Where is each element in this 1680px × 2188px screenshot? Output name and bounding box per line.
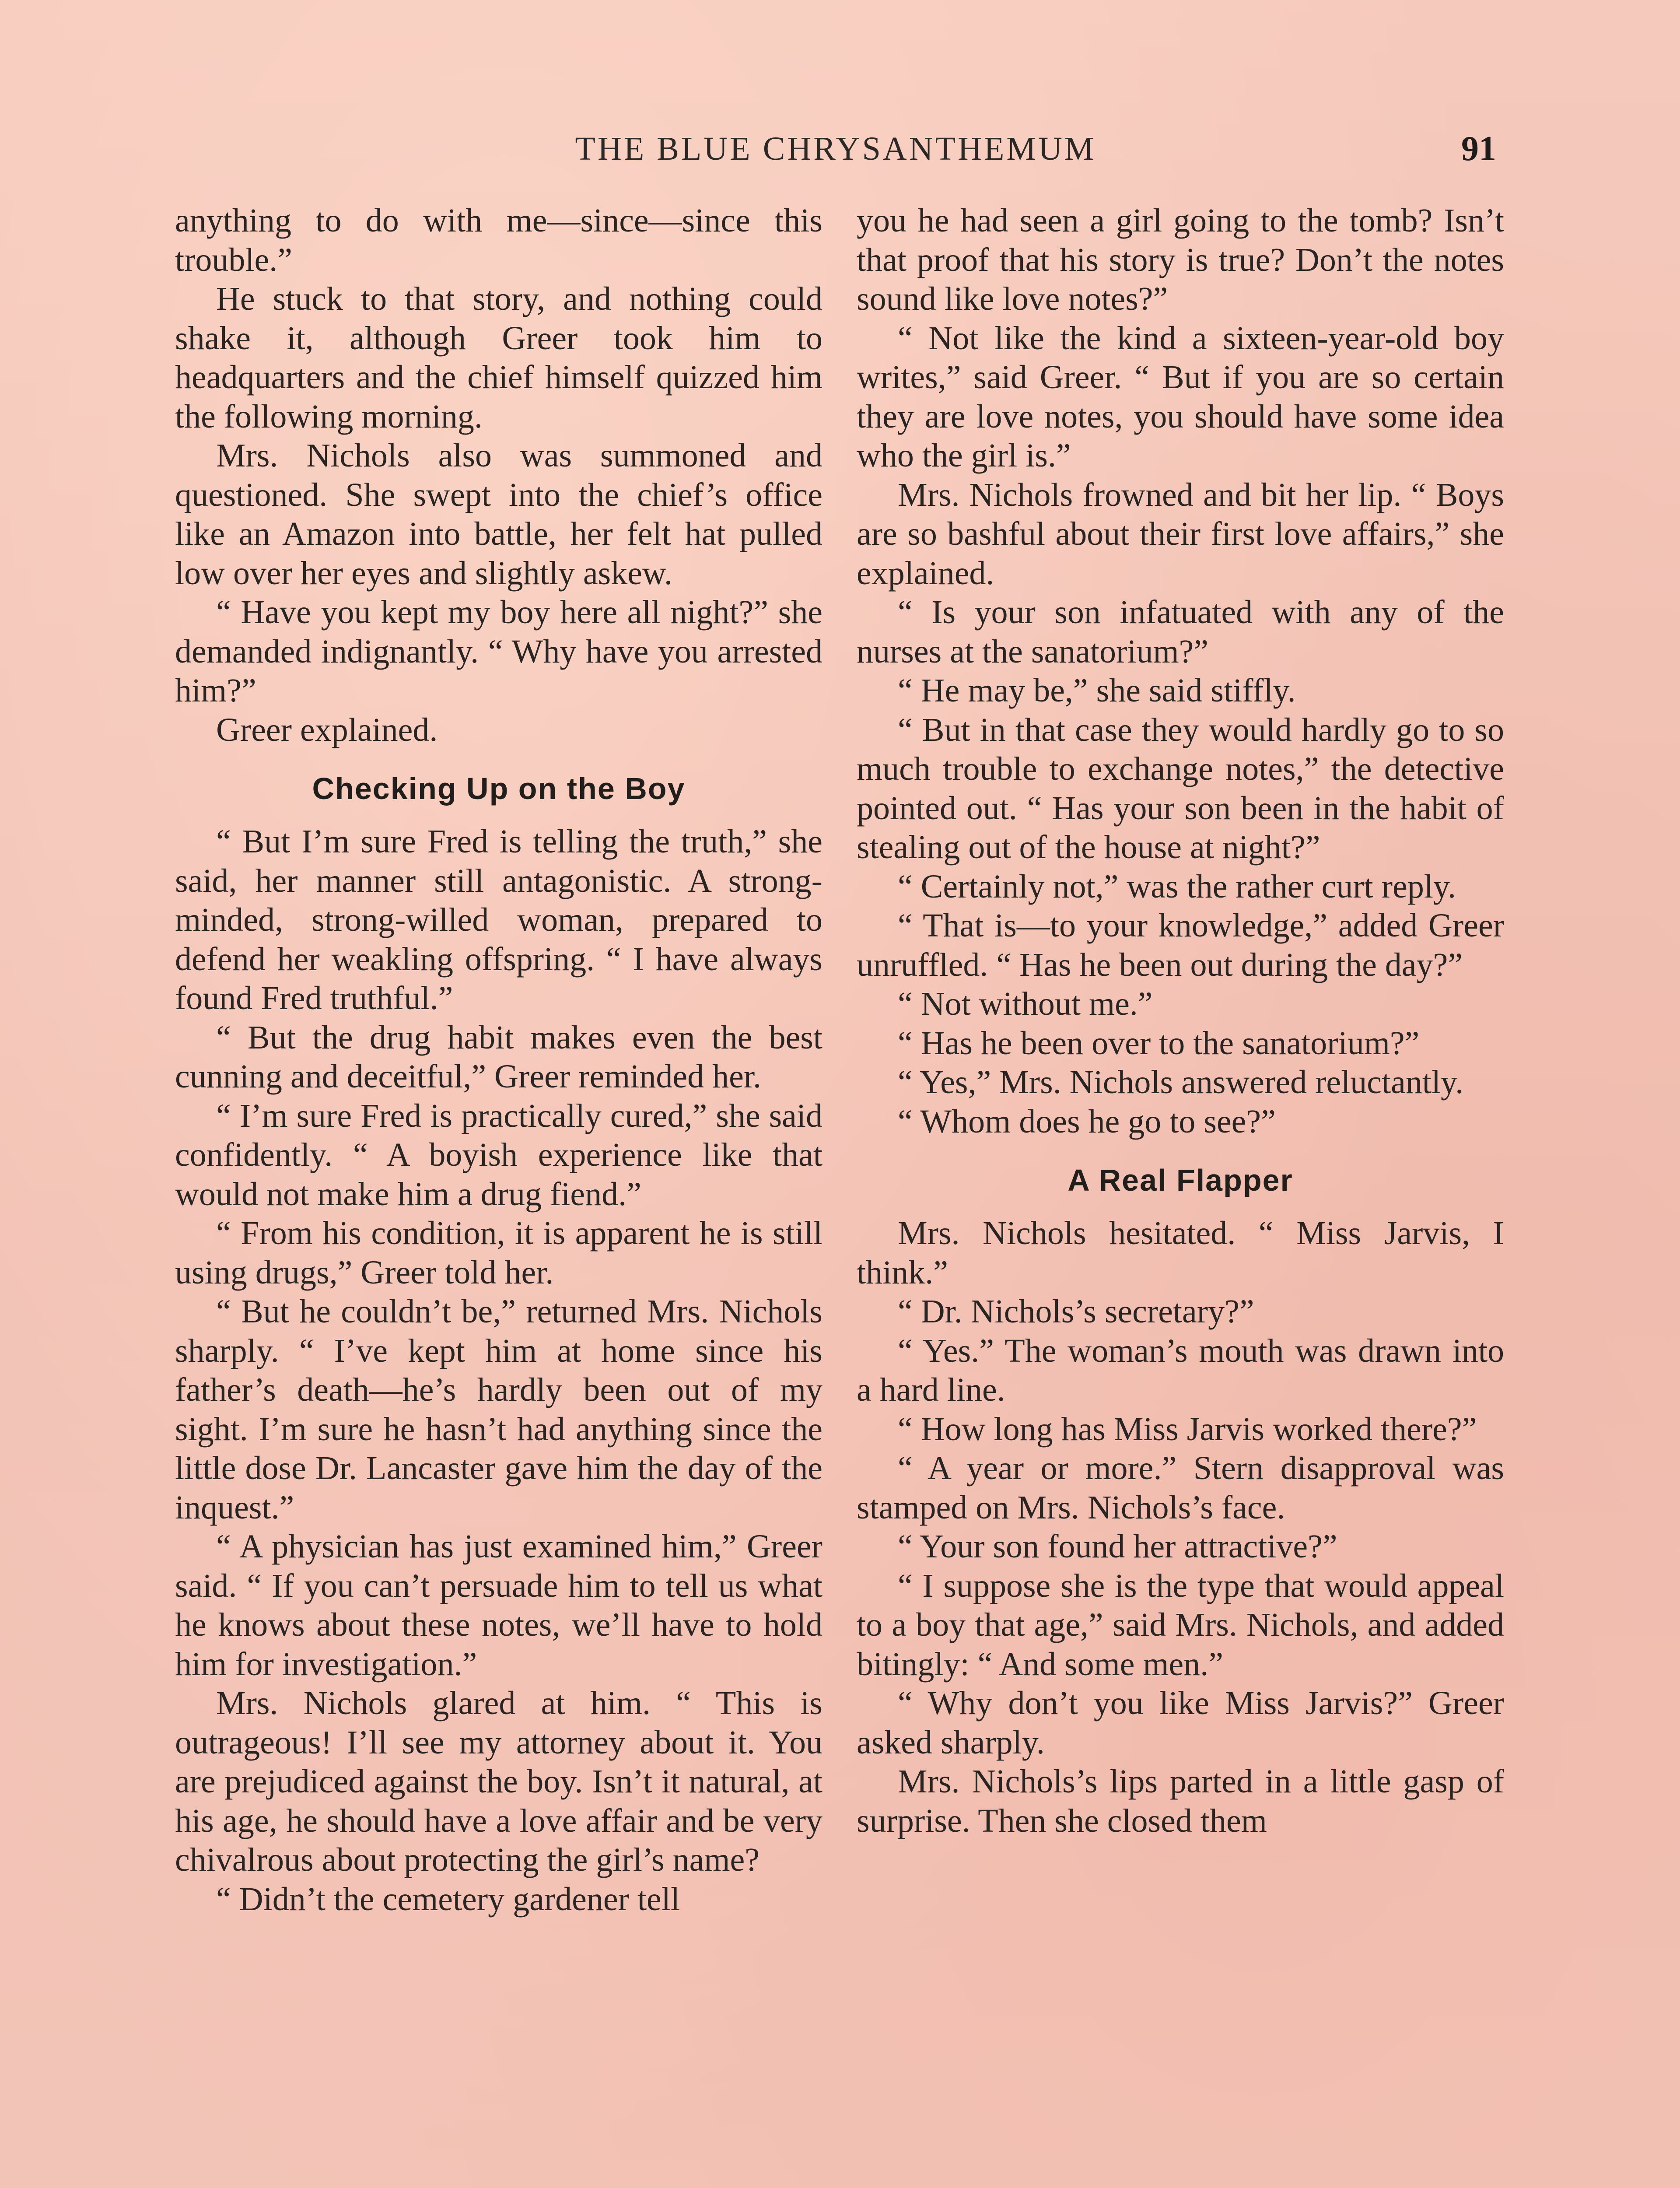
paragraph: Greer explained.	[216, 711, 438, 748]
page-number: 91	[1461, 130, 1496, 168]
section-subheading: Checking Up on the Boy	[312, 771, 686, 806]
paragraph: “ Has he been over to the sanatorium?”	[898, 1024, 1420, 1062]
running-header	[175, 127, 1496, 175]
paragraph: “ Not like the kind a sixteen-year-old boy writes,” said Greer. “ But if you are so certain they are love notes, you should have some idea who the girl is.”	[857, 319, 1504, 474]
paragraph: “ That is—to your knowledge,” added Greer unruffled. “ Has he been out during the day?”	[857, 907, 1504, 983]
paragraph: He stuck to that story, and nothing could shake it, although Greer took him to headquarters and the chief himself quizzed him the following morning.	[175, 281, 822, 435]
paragraph: “ But he couldn’t be,” returned Mrs. Nichols sharply. “ I’ve kept him at home since his father’s death—he’s hardly been out of my sight. I’m sure he hasn’t had anything since the little dose Dr. Lancaster gave him the day of the inquest.”	[175, 1293, 822, 1526]
paragraph: “ Yes.” The woman’s mouth was drawn into a hard line.	[857, 1332, 1504, 1408]
section-subheading: A Real Flapper	[1068, 1163, 1293, 1197]
paragraph: Mrs. Nichols’s lips parted in a little gasp of surprise. Then she closed them	[857, 1763, 1504, 1839]
paragraph: “ Have you kept my boy here all night?” she demanded indignantly. “ Why have you arrested him?”	[175, 594, 822, 709]
left-column	[175, 201, 822, 1919]
paragraph: “ But in that case they would hardly go to so much trouble to exchange notes,” the detective pointed out. “ Has your son been in the habit of stealing out of the house at night?”	[857, 711, 1504, 866]
right-column	[857, 201, 1504, 1841]
paragraph: “ But the drug habit makes even the best cunning and deceitful,” Greer reminded her.	[175, 1019, 822, 1095]
paragraph: “ Not without me.”	[898, 985, 1153, 1022]
paragraph: “ A physician has just examined him,” Greer said. “ If you can’t persuade him to tell us what he knows about these notes, we’ll have to hold him for investigation.”	[175, 1528, 822, 1683]
paragraph: “ Certainly not,” was the rather curt reply.	[898, 868, 1456, 905]
paragraph: anything to do with me—since—since this trouble.”	[175, 202, 822, 278]
paragraph: Mrs. Nichols glared at him. “ This is outrageous! I’ll see my attorney about it. You are prejudiced against the boy. Isn’t it natural, at his age, he should have a love affair and be very chivalrous about protecting the girl’s name?	[175, 1685, 822, 1878]
paragraph: “ From his condition, it is apparent he is still using drugs,” Greer told her.	[175, 1215, 822, 1291]
paragraph: “ Your son found her attractive?”	[898, 1528, 1337, 1565]
paragraph: “ Is your son infatuated with any of the nurses at the sanatorium?”	[857, 594, 1504, 670]
paragraph: “ He may be,” she said stiffly.	[898, 672, 1296, 709]
paragraph: you he had seen a girl going to the tomb? Isn’t that proof that his story is true? Don’t the notes sound like love notes?”	[857, 202, 1504, 317]
paragraph: “ But I’m sure Fred is telling the truth,” she said, her manner still antagonistic. A strong-minded, strong-willed woman, prepared to defend her weakling offspring. “ I have always found Fred truthful.”	[175, 823, 822, 1017]
paragraph: Mrs. Nichols hesitated. “ Miss Jarvis, I think.”	[857, 1215, 1504, 1291]
paragraph: “ Whom does he go to see?”	[898, 1103, 1276, 1140]
paragraph: “ I suppose she is the type that would appeal to a boy that age,” said Mrs. Nichols, and added bitingly: “ And some men.”	[857, 1567, 1504, 1683]
paragraph: Mrs. Nichols also was summoned and questioned. She swept into the chief’s office like an Amazon into battle, her felt hat pulled low over her eyes and slightly askew.	[175, 437, 822, 592]
paragraph: “ I’m sure Fred is practically cured,” she said confidently. “ A boyish experience like that would not make him a drug fiend.”	[175, 1097, 822, 1213]
paragraph: “ Yes,” Mrs. Nichols answered reluctantly.	[898, 1064, 1464, 1101]
paragraph: “ A year or more.” Stern disapproval was stamped on Mrs. Nichols’s face.	[857, 1450, 1504, 1526]
paragraph: “ Why don’t you like Miss Jarvis?” Greer asked sharply.	[857, 1685, 1504, 1761]
running-title: THE BLUE CHRYSANTHEMUM	[575, 130, 1096, 167]
paragraph: “ Dr. Nichols’s secretary?”	[898, 1293, 1254, 1330]
paragraph: “ How long has Miss Jarvis worked there?”	[898, 1410, 1477, 1448]
paragraph: Mrs. Nichols frowned and bit her lip. “ Boys are so bashful about their first love affairs,” she explained.	[857, 476, 1504, 592]
paragraph: “ Didn’t the cemetery gardener tell	[216, 1880, 680, 1918]
